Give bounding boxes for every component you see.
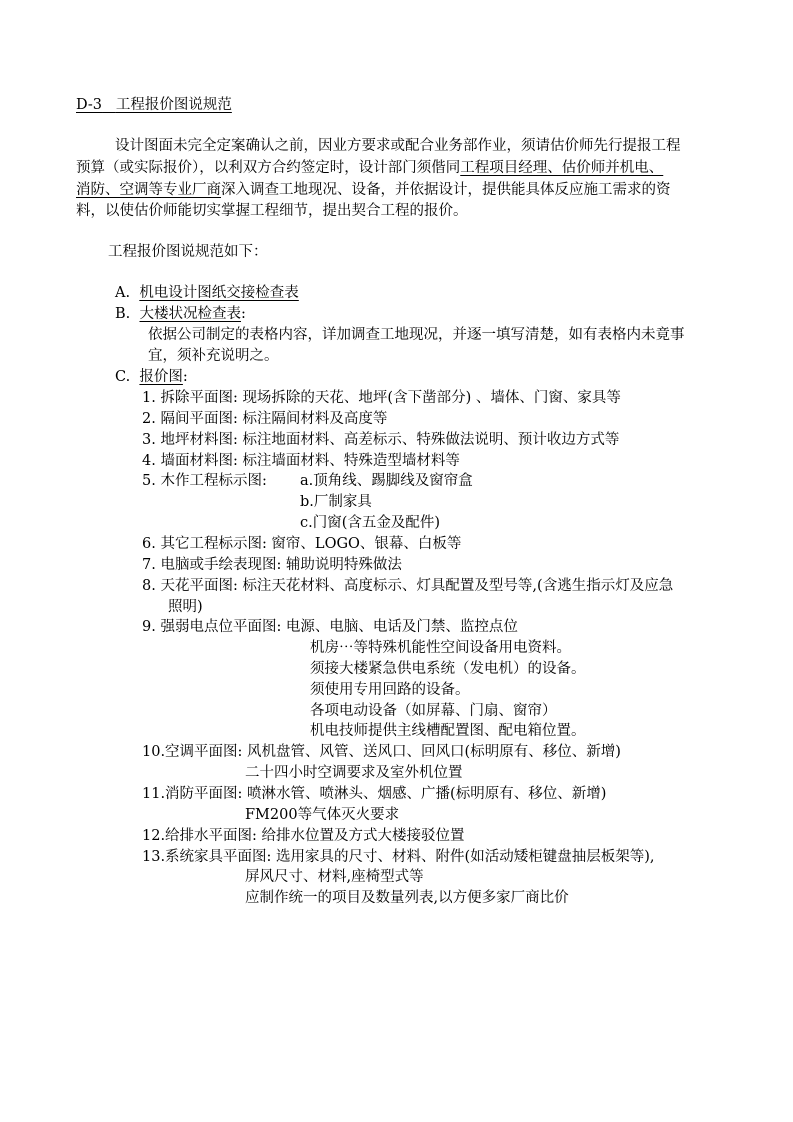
section-a-marker: A. — [115, 285, 131, 301]
list-item: 12.给排水平面图: 给排水位置及方式大楼接驳位置 — [142, 828, 465, 844]
intro-line-1: 设计图面未完全定案确认之前，因业方要求或配合业务部作业，须请估价师先行提报工程 — [115, 138, 681, 154]
list-item-cont: 须接大楼紧急供电系统（发电机）的设备。 — [310, 661, 586, 677]
intro-line-4: 料，以使估价师能切实掌握工程细节，提出契合工程的报价。 — [76, 203, 468, 219]
list-item-cont: 各项电动设备（如屏幕、门扇、窗帘） — [310, 703, 557, 719]
list-item: 1. 拆除平面图: 现场拆除的天花、地坪(含下凿部分) 、墙体、门窗、家具等 — [142, 390, 621, 406]
list-item: 11.消防平面图: 喷淋水管、喷淋头、烟感、广播(标明原有、移位、新增) — [142, 786, 607, 802]
list-subitem: b.厂制家具 — [300, 494, 372, 510]
list-item: 3. 地坪材料图: 标注地面材料、高差标示、特殊做法说明、预计收边方式等 — [142, 432, 620, 448]
list-item: 7. 电脑或手绘表现图: 辅助说明特殊做法 — [142, 557, 402, 573]
list-item: 5. 木作工程标示图: — [142, 473, 267, 489]
list-item-cont: 照明) — [168, 599, 203, 615]
section-b-desc-1: 依据公司制定的表格内容，详加调查工地现况，并逐一填写清楚，如有表格内未竟事 — [148, 327, 685, 343]
list-item-cont: 须使用专用回路的设备。 — [310, 682, 470, 698]
list-item: 6. 其它工程标示图: 窗帘、LOGO、银幕、白板等 — [142, 536, 462, 552]
list-item: 8. 天花平面图: 标注天花材料、高度标示、灯具配置及型号等,(含逃生指示灯及应急 — [142, 578, 674, 594]
list-item-cont: 应制作统一的项目及数量列表,以方便多家厂商比价 — [245, 890, 569, 906]
heading-title: 工程报价图说规范 — [115, 97, 232, 113]
section-b-desc-2: 宜，须补充说明之。 — [148, 348, 279, 364]
list-item: 10.空调平面图: 风机盘管、风管、送风口、回风口(标明原有、移位、新增) — [142, 744, 621, 760]
section-b-marker: B. — [115, 306, 131, 322]
section-b: B. 大楼状况检查表: — [115, 306, 246, 322]
section-a-title: 机电设计图纸交接检查表 — [139, 285, 299, 301]
section-heading — [76, 95, 232, 115]
list-item-cont: 二十四小时空调要求及室外机位置 — [245, 765, 463, 781]
list-item: 13.系统家具平面图: 选用家具的尺寸、材料、附件(如活动矮柜键盘抽层板架等), — [142, 849, 655, 865]
list-item-cont: FM200等气体灭火要求 — [245, 807, 400, 823]
spec-intro: 工程报价图说规范如下： — [108, 244, 268, 260]
section-c-title: 报价图 — [139, 369, 183, 385]
intro-underline-1: 工程项目经理、估价师并机电、 — [460, 160, 664, 176]
section-b-title: 大楼状况检查表 — [139, 306, 241, 322]
list-subitem: c.门窗(含五金及配件) — [300, 515, 441, 531]
section-c: C. 报价图: — [115, 369, 188, 385]
list-item: 4. 墙面材料图: 标注墙面材料、特殊造型墙材料等 — [142, 453, 460, 469]
list-item-cont: 屏风尺寸、材料,座椅型式等 — [245, 869, 424, 885]
intro-line-2: 预算（或实际报价），以利双方合约签定时，设计部门须偕同工程项目经理、估价师并机电、 — [76, 160, 664, 176]
section-c-marker: C. — [115, 369, 131, 385]
heading-code: D-3 — [76, 97, 103, 113]
list-item: 9. 强弱电点位平面图: 电源、电脑、电话及门禁、监控点位 — [142, 619, 518, 635]
section-a — [115, 283, 299, 303]
intro-underline-2: 消防、空调等专业厂商 — [76, 182, 221, 198]
intro-line-3: 消防、空调等专业厂商深入调查工地现况、设备，并依据设计，提供能具体反应施工需求的资 — [76, 182, 671, 198]
list-item: 2. 隔间平面图: 标注隔间材料及高度等 — [142, 411, 388, 427]
list-item-cont: 机电技师提供主线槽配置图、配电箱位置。 — [310, 723, 586, 739]
list-item-cont: 机房⋯等特殊机能性空间设备用电资料。 — [310, 640, 571, 656]
list-subitem: a.顶角线、踢脚线及窗帘盒 — [300, 473, 473, 489]
